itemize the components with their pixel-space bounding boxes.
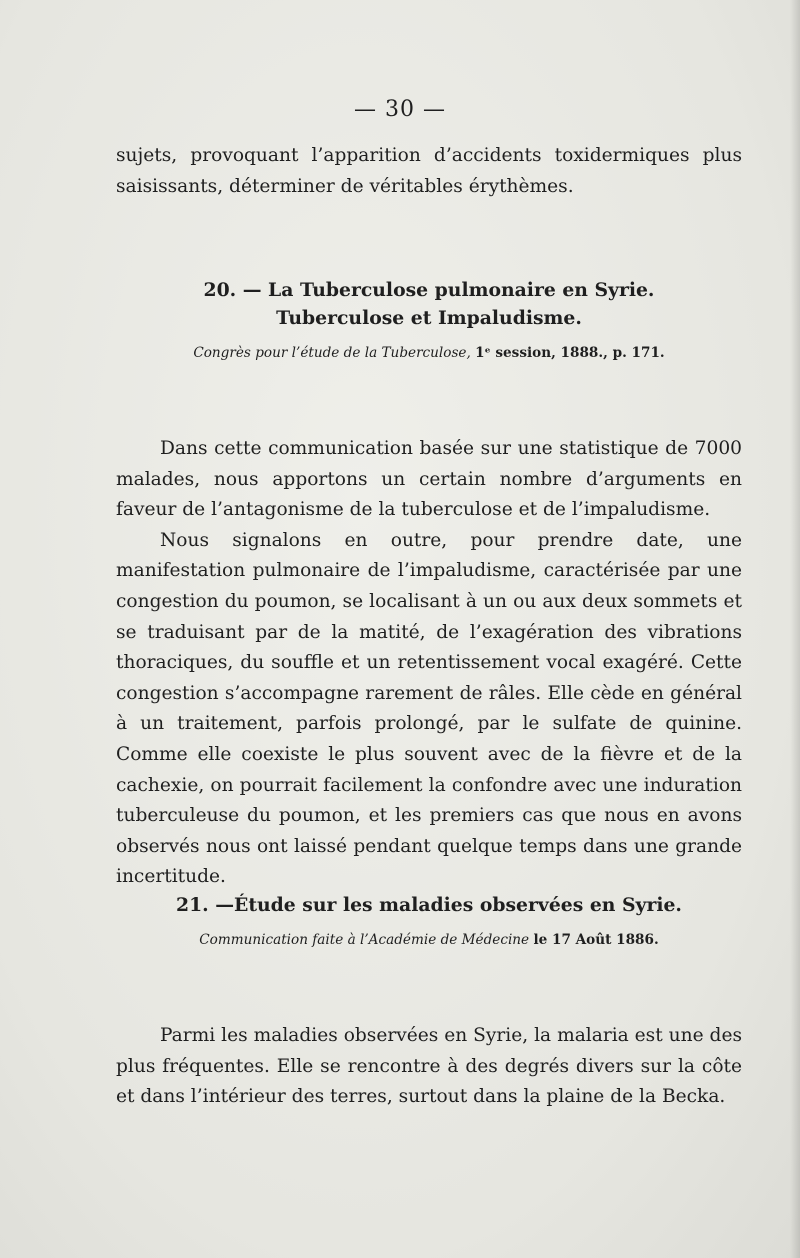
section-20-citation <box>116 343 742 363</box>
intro-paragraph: sujets, provoquant l’apparition d’accidents toxidermiques plus saisissants, déterminer de véritables érythèmes. <box>116 145 742 197</box>
section-21-body <box>116 1021 742 1113</box>
section-20-paragraph-1: Dans cette communication basée sur une statistique de 7000 malades, nous apportons un certain nombre d’arguments en faveur de l’antagonisme de la tuberculose et de l’impaludisme. <box>116 438 742 521</box>
section-21-heading <box>116 891 742 919</box>
page-edge-shadow <box>790 0 800 1258</box>
section-20-title-line-1: 20. — La Tuberculose pulmonaire en Syrie. <box>203 279 655 301</box>
section-20-body <box>116 434 742 893</box>
section-21-paragraph-1: Parmi les maladies observées en Syrie, la malaria est une des plus fréquentes. Elle se rencontre à des degrés divers sur la côte et dans l’intérieur des terres, surtout dans la plaine de la Becka. <box>116 1025 742 1108</box>
section-20-title-line-2: Tuberculose et Impaludisme. <box>276 307 582 329</box>
intro-text <box>116 141 742 202</box>
section-21-citation-details: le 17 Août 1886. <box>533 932 659 948</box>
section-20-paragraph-2: Nous signalons en outre, pour prendre date, une manifestation pulmonaire de l’impaludisme, caractérisée par une congestion du poumon, se localisant à un ou aux deux sommets et se traduisant par de la matité, de l’exagération des vibrations thoraciques, du souffle et un retentissement vocal exagéré. Cette congestion s’accompagne rarement de râles. Elle cède en général à un traitement, parfois prolongé, par le sulfate de quinine. Comme elle coexiste le plus souvent avec de la fièvre et de la cachexie, on pourrait facilement la confondre avec une induration tuberculeuse du poumon, et les premiers cas que nous en avons observés nous ont laissé pendant quelque temps dans une grande incertitude. <box>116 529 742 888</box>
section-21-citation-source: Communication faite à l’Académie de Médecine <box>199 932 530 948</box>
page-number: — 30 — <box>354 97 446 122</box>
section-20-citation-source: Congrès pour l’étude de la Tuberculose, <box>193 345 471 361</box>
section-20-citation-details: 1ᵉ session, 1888., p. 171. <box>475 345 665 361</box>
section-21-citation <box>116 930 742 950</box>
section-20-heading <box>116 276 742 332</box>
section-21-title: 21. —Étude sur les maladies observées en Syrie. <box>176 894 682 916</box>
